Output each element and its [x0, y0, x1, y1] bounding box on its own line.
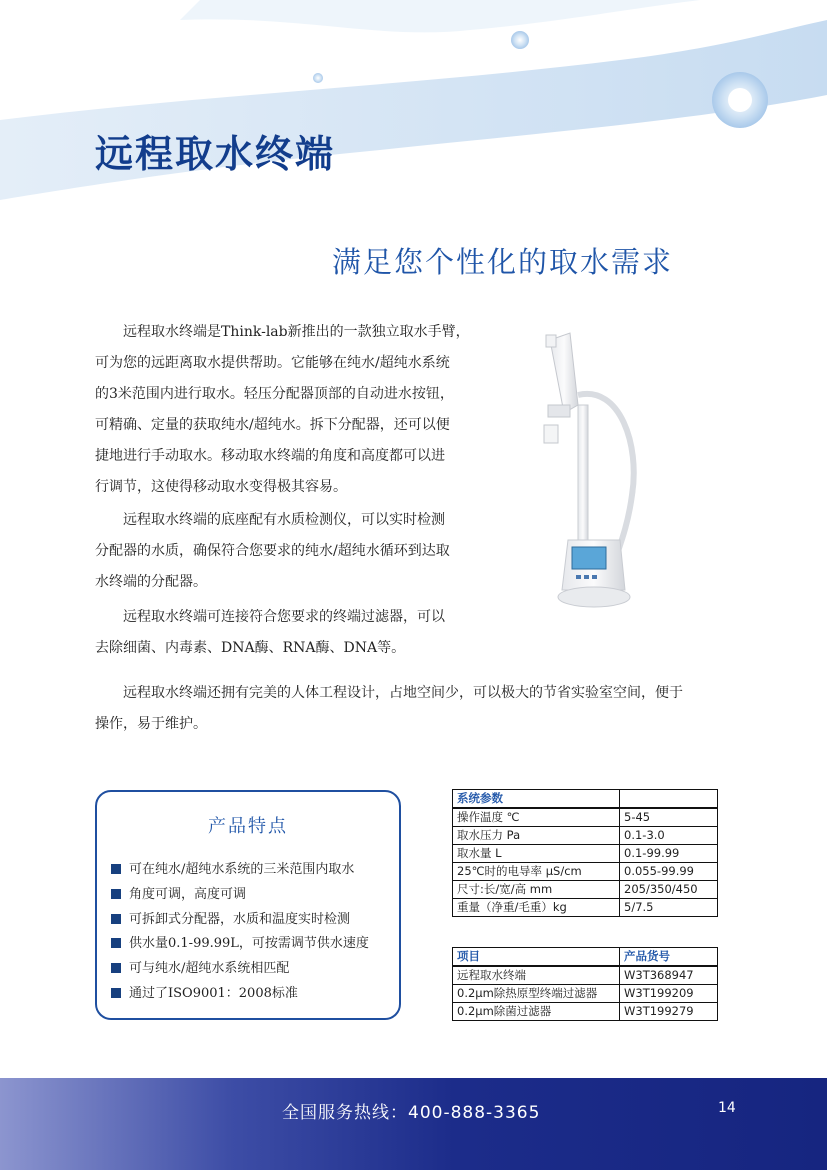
feature-text: 可与纯水/超纯水系统相匹配 [129, 961, 290, 977]
text-line: 远程取水终端还拥有完美的人体工程设计，占地空间少，可以极大的节省实验室空间，便于 [123, 685, 683, 701]
page-title: 远程取水终端 [95, 132, 336, 176]
table-cell: 尺寸:长/宽/高 mm [453, 881, 620, 899]
square-bullet-icon [111, 864, 121, 874]
text-line: 远程取水终端是Think-lab新推出的一款独立取水手臂， [123, 324, 470, 340]
water-quality-paragraph [95, 505, 475, 598]
table-cell: 5-45 [620, 808, 718, 827]
square-bullet-icon [111, 963, 121, 973]
square-bullet-icon [111, 988, 121, 998]
table-header-cell: 项目 [453, 948, 620, 967]
table-header-cell: 系统参数 [453, 790, 620, 809]
feature-text: 角度可调，高度可调 [129, 886, 247, 902]
table-row [453, 985, 718, 1003]
table-cell: 操作温度 ℃ [453, 808, 620, 827]
text-line: 去除细菌、内毒素、DNA酶、RNA酶、DNA等。 [95, 640, 406, 656]
text-line: 可精确、定量的获取纯水/超纯水。拆下分配器，还可以便 [95, 417, 450, 433]
table-cell: 重量（净重/毛重）kg [453, 899, 620, 917]
feature-text: 可在纯水/超纯水系统的三米范围内取水 [129, 862, 355, 877]
feature-item [111, 858, 369, 883]
features-title: 产品特点 [208, 816, 288, 837]
product-features-box [95, 790, 401, 1020]
table-cell: 25℃时的电导率 μS/cm [453, 863, 620, 881]
text-line: 远程取水终端的底座配有水质检测仪，可以实时检测 [123, 512, 445, 528]
table-row [453, 827, 718, 845]
square-bullet-icon [111, 938, 121, 948]
intro-paragraph [95, 317, 475, 503]
page-number: 14 [718, 1100, 736, 1116]
features-list [111, 858, 369, 1007]
table-cell: 0.055-99.99 [620, 863, 718, 881]
page-subtitle: 满足您个性化的取水需求 [332, 245, 674, 279]
table-row [453, 863, 718, 881]
table-cell: 取水压力 Pa [453, 827, 620, 845]
table-header-cell: 产品货号 [620, 948, 718, 967]
feature-item [111, 932, 369, 957]
text-line: 行调节，这使得移动取水变得极其容易。 [95, 479, 347, 495]
feature-text: 供水量0.1-99.99L，可按需调节供水速度 [129, 936, 369, 952]
filter-paragraph [95, 602, 475, 664]
table-cell: 取水量 L [453, 845, 620, 863]
table-header-row [453, 790, 718, 809]
table-cell: 0.2μm除菌过滤器 [453, 1003, 620, 1021]
table-row [453, 1003, 718, 1021]
table-row [453, 808, 718, 827]
system-parameters-table [452, 789, 718, 917]
text-line: 捷地进行手动取水。移动取水终端的角度和高度都可以进 [95, 448, 445, 464]
table-cell: W3T199209 [620, 985, 718, 1003]
text-line: 操作，易于维护。 [95, 716, 207, 732]
table-cell: W3T199279 [620, 1003, 718, 1021]
table-cell: 0.1-99.99 [620, 845, 718, 863]
table-row [453, 845, 718, 863]
feature-text: 通过了ISO9001：2008标准 [129, 985, 298, 1001]
feature-text: 可拆卸式分配器，水质和温度实时检测 [129, 911, 351, 927]
text-line: 水终端的分配器。 [95, 574, 207, 590]
text-line: 的3米范围内进行取水。轻压分配器顶部的自动进水按钮， [95, 386, 454, 402]
feature-item [111, 957, 369, 982]
text-line: 远程取水终端可连接符合您要求的终端过滤器，可以 [123, 609, 445, 625]
ergonomics-paragraph [95, 678, 735, 740]
header-wave-decoration [0, 0, 827, 230]
table-row [453, 966, 718, 985]
feature-item [111, 908, 369, 933]
table-cell: 0.2μm除热原型终端过滤器 [453, 985, 620, 1003]
dispenser-product-image [520, 325, 640, 615]
table-cell: 205/350/450 [620, 881, 718, 899]
table-cell: 远程取水终端 [453, 966, 620, 985]
table-header-cell [620, 790, 718, 809]
square-bullet-icon [111, 889, 121, 899]
table-row [453, 881, 718, 899]
feature-item [111, 883, 369, 908]
table-row [453, 899, 718, 917]
footer-band [0, 1078, 827, 1170]
feature-item [111, 982, 369, 1007]
table-cell: 5/7.5 [620, 899, 718, 917]
table-cell: W3T368947 [620, 966, 718, 985]
text-line: 分配器的水质，确保符合您要求的纯水/超纯水循环到达取 [95, 543, 450, 559]
table-header-row [453, 948, 718, 967]
square-bullet-icon [111, 914, 121, 924]
table-cell: 0.1-3.0 [620, 827, 718, 845]
service-hotline: 全国服务热线：400-888-3365 [282, 1103, 541, 1123]
text-line: 可为您的远距离取水提供帮助。它能够在纯水/超纯水系统 [95, 355, 450, 371]
product-codes-table [452, 947, 718, 1021]
